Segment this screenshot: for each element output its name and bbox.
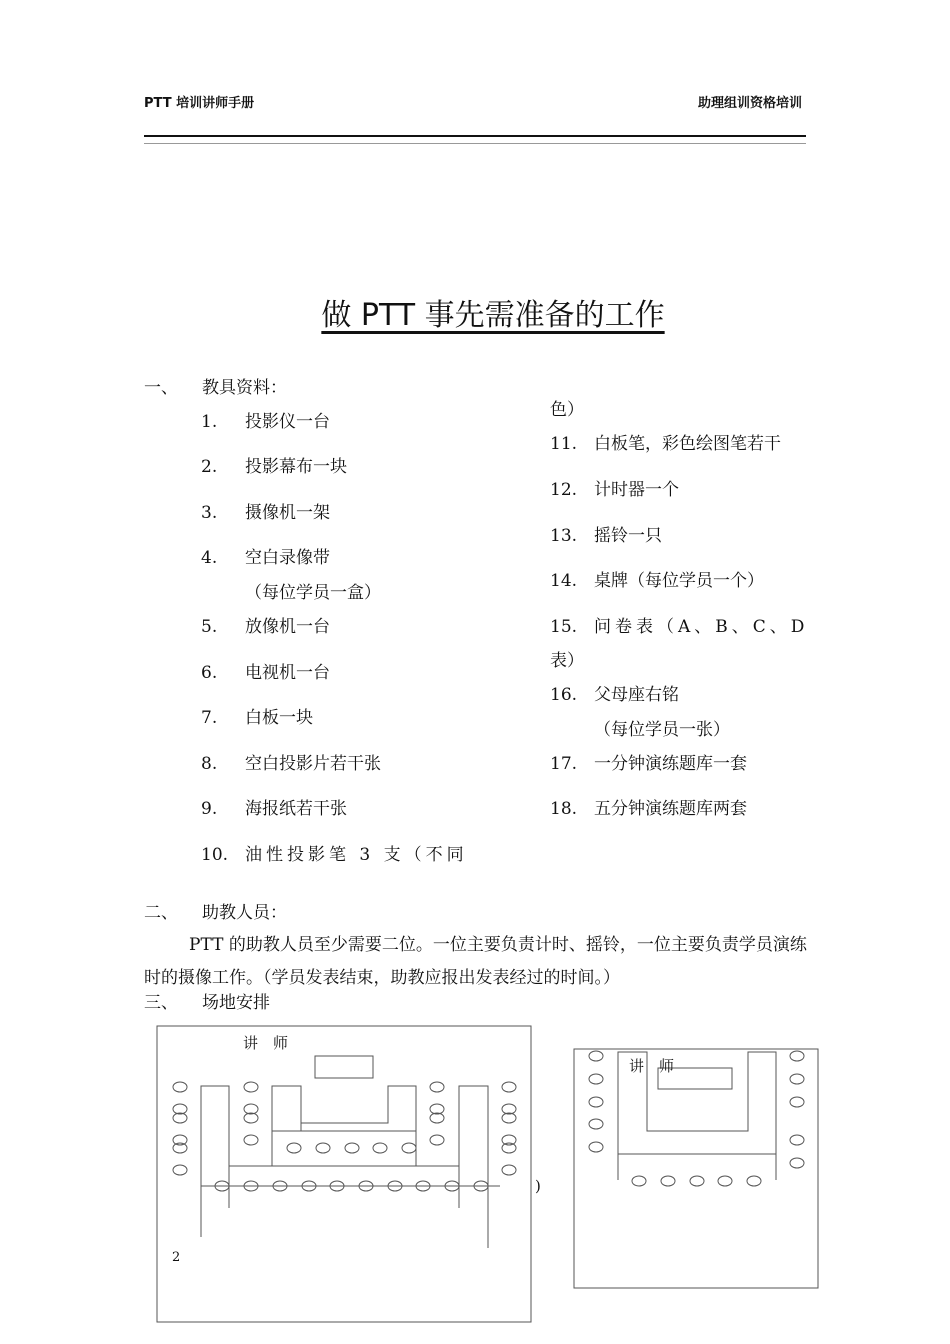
list-item: 父母座右铭 [594,685,679,705]
list-item-number: 6. [201,663,218,683]
list-item: 问卷表（A、B、C、D [594,617,809,637]
left-chairs [173,1082,516,1191]
list-item: 油性投影笔 3 支（不同 [245,845,468,865]
list-item-subnote: （每位学员一盒） [245,583,381,603]
stray-paren: ) [535,1177,541,1195]
list-item-number: 18. [550,799,578,819]
list-item: 海报纸若干张 [245,799,347,819]
left-diagram-label: 讲 师 [243,1034,289,1052]
list-item-number: 17. [550,754,578,774]
list-item-continuation: 表） [550,651,584,671]
list-item: 白板笔，彩色绘图笔若干 [594,434,781,454]
list-item-number: 3. [201,503,218,523]
list-item: 电视机一台 [245,663,330,683]
list-item-number: 15. [550,617,578,637]
left-table-inner [272,1086,416,1166]
list-item-number: 7. [201,708,218,728]
left-table-outer-right [459,1086,488,1248]
list-item-continuation: 色） [550,400,584,420]
section1-heading: 教具资料： [202,378,287,398]
list-item-number: 1. [201,412,218,432]
list-item: 摄像机一架 [245,503,330,523]
list-item: 空白投影片若干张 [245,754,381,774]
left-room-outline [157,1026,531,1322]
right-chairs [589,1051,804,1186]
list-item-number: 8. [201,754,218,774]
list-item: 投影仪一台 [245,412,330,432]
list-item-number: 14. [550,571,578,591]
list-item-number: 16. [550,685,578,705]
list-item-number: 11. [550,434,578,454]
list-item-number: 2. [201,457,218,477]
list-item-number: 9. [201,799,218,819]
right-room-outline [574,1049,818,1288]
left-table-outer-left [201,1086,229,1237]
list-item: 投影幕布一块 [245,457,347,477]
list-item: 五分钟演练题库两套 [594,799,747,819]
list-item: 放像机一台 [245,617,330,637]
list-item: 摇铃一只 [594,526,662,546]
list-item-number: 4. [201,548,218,568]
section1-number: 一、 [144,378,178,398]
section2-heading: 助教人员： [202,903,287,923]
list-item-number: 12. [550,480,578,500]
section3-heading: 场地安排 [202,993,270,1013]
list-item-number: 13. [550,526,578,546]
list-item-subnote: （每位学员一张） [594,720,730,740]
list-item: 白板一块 [245,708,313,728]
list-item-number: 10. [201,845,229,865]
section2-number: 二、 [144,903,178,923]
left-lectern [315,1056,373,1078]
list-item-number: 5. [201,617,218,637]
list-item: 空白录像带 [245,548,330,568]
page-title: 做 PTT 事先需准备的工作 [321,298,665,333]
section3-number: 三、 [144,993,178,1013]
right-diagram-label: 讲 师 [629,1057,675,1075]
header-left-title: PTT 培训讲师手册 [144,96,255,111]
header-right-title: 助理组训资格培训 [697,96,802,111]
list-item: 桌牌（每位学员一个） [594,571,764,591]
list-item: 一分钟演练题库一套 [594,754,747,774]
page-number: 2 [172,1250,181,1265]
list-item: 计时器一个 [594,480,679,500]
section2-paragraph: PTT 的助教人员至少需要二位。一位主要负责计时、摇铃，一位主要负责学员演练时的摄像工作。（学员发表结束，助教应报出发表经过的时间。） [144,935,807,988]
